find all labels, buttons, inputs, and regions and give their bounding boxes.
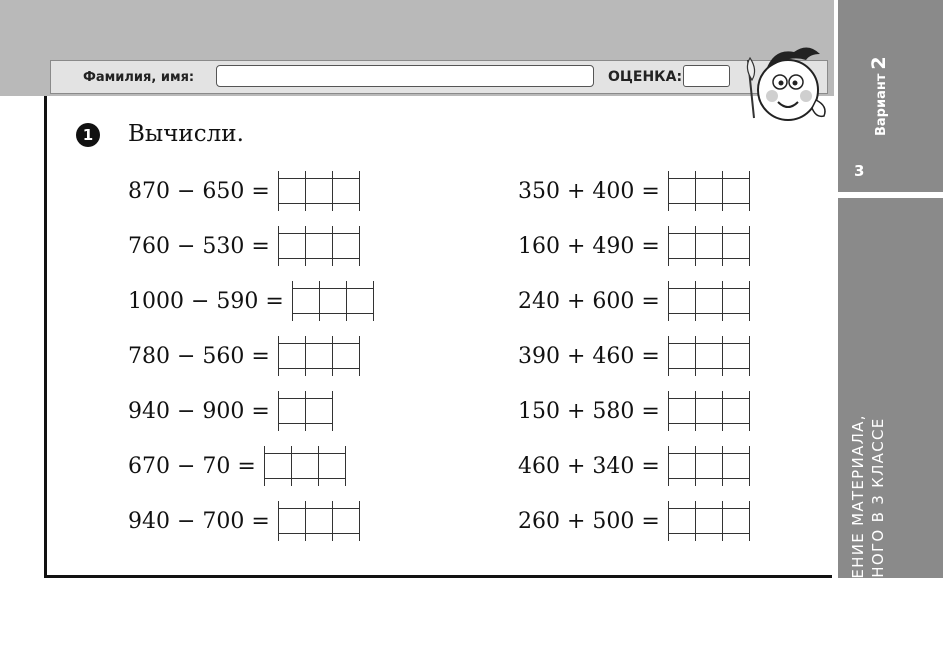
answer-cell[interactable] (668, 398, 696, 424)
equation-expression: 390 + 460 = (518, 343, 660, 369)
answer-cells (278, 226, 359, 266)
equation-expression: 760 − 530 = (128, 233, 270, 259)
frame-left-border (44, 96, 47, 578)
answer-cells (668, 501, 749, 541)
equation-row (128, 226, 359, 266)
answer-cell[interactable] (332, 343, 360, 369)
equation-row (518, 501, 749, 541)
answer-cell[interactable] (668, 288, 696, 314)
equation-row (128, 281, 373, 321)
answer-cell[interactable] (319, 288, 347, 314)
topic-line-1: ПОВТОРЕНИЕ МАТЕРИАЛА, (849, 414, 867, 650)
answer-cells (264, 446, 345, 486)
answer-cell[interactable] (332, 178, 360, 204)
equation-expression: 240 + 600 = (518, 288, 660, 314)
answer-cell[interactable] (668, 233, 696, 259)
answer-cell[interactable] (292, 288, 320, 314)
equation-expression: 940 − 900 = (128, 398, 270, 424)
answer-cells (292, 281, 373, 321)
answer-cell[interactable] (695, 453, 723, 479)
answer-cell[interactable] (305, 178, 333, 204)
answer-cells (278, 171, 359, 211)
answer-cells (668, 281, 749, 321)
answer-cell[interactable] (722, 508, 750, 534)
answer-cell[interactable] (668, 178, 696, 204)
equation-row (128, 171, 359, 211)
answer-cell[interactable] (668, 508, 696, 534)
equation-row (128, 336, 359, 376)
answer-cells (668, 171, 749, 211)
answer-cell[interactable] (668, 343, 696, 369)
answer-cells (668, 336, 749, 376)
answer-cell[interactable] (695, 288, 723, 314)
equation-expression: 350 + 400 = (518, 178, 660, 204)
equation-expression: 1000 − 590 = (128, 288, 284, 314)
answer-cells (278, 336, 359, 376)
answer-cells (668, 446, 749, 486)
answer-cell[interactable] (278, 178, 306, 204)
name-field[interactable] (216, 65, 594, 87)
answer-cell[interactable] (305, 398, 333, 424)
equation-expression: 150 + 580 = (518, 398, 660, 424)
equation-row (128, 446, 345, 486)
variant-text: Вариант (874, 73, 889, 136)
answer-cell[interactable] (305, 233, 333, 259)
mascot-illustration (740, 40, 832, 124)
equation-row (518, 281, 749, 321)
answer-cells (668, 391, 749, 431)
equation-row (518, 446, 749, 486)
variant-label (868, 56, 890, 136)
topic-line-2: ИЗУЧЕННОГО В 3 КЛАССЕ (869, 417, 887, 647)
equation-expression: 870 − 650 = (128, 178, 270, 204)
answer-cell[interactable] (278, 508, 306, 534)
equation-expression: 160 + 490 = (518, 233, 660, 259)
answer-cell[interactable] (695, 233, 723, 259)
answer-cell[interactable] (695, 398, 723, 424)
answer-cell[interactable] (278, 343, 306, 369)
answer-cell[interactable] (695, 508, 723, 534)
answer-cell[interactable] (695, 178, 723, 204)
equation-row (518, 391, 749, 431)
answer-cell[interactable] (291, 453, 319, 479)
answer-cells (668, 226, 749, 266)
grade-field[interactable] (683, 65, 730, 87)
task-title: Вычисли. (128, 121, 244, 147)
answer-cell[interactable] (346, 288, 374, 314)
task-number-badge: 1 (76, 123, 100, 147)
answer-cell[interactable] (264, 453, 292, 479)
answer-cell[interactable] (278, 233, 306, 259)
answer-cell[interactable] (722, 288, 750, 314)
topic-tab (838, 198, 943, 650)
frame-bottom-border (44, 575, 832, 578)
equation-row (518, 171, 749, 211)
answer-cell[interactable] (722, 398, 750, 424)
student-header (50, 60, 828, 94)
equation-expression: 670 − 70 = (128, 453, 256, 479)
equation-row (518, 336, 749, 376)
answer-cell[interactable] (695, 343, 723, 369)
equation-expression: 940 − 700 = (128, 508, 270, 534)
answer-cell[interactable] (318, 453, 346, 479)
equation-expression: 260 + 500 = (518, 508, 660, 534)
answer-cell[interactable] (305, 343, 333, 369)
answer-cells (278, 391, 332, 431)
answer-cell[interactable] (278, 398, 306, 424)
variant-tab (838, 0, 943, 192)
equation-row (128, 501, 359, 541)
answer-cell[interactable] (722, 453, 750, 479)
equation-row (518, 226, 749, 266)
variant-number: 2 (868, 56, 890, 70)
answer-cell[interactable] (332, 233, 360, 259)
grade-number: 3 (854, 162, 865, 180)
answer-cell[interactable] (722, 178, 750, 204)
answer-cells (278, 501, 359, 541)
equation-expression: 460 + 340 = (518, 453, 660, 479)
grade-label: ОЦЕНКА: (608, 69, 683, 85)
answer-cell[interactable] (305, 508, 333, 534)
equation-expression: 780 − 560 = (128, 343, 270, 369)
answer-cell[interactable] (668, 453, 696, 479)
answer-cell[interactable] (332, 508, 360, 534)
equation-row (128, 391, 332, 431)
name-label: Фамилия, имя: (83, 70, 195, 85)
answer-cell[interactable] (722, 343, 750, 369)
answer-cell[interactable] (722, 233, 750, 259)
